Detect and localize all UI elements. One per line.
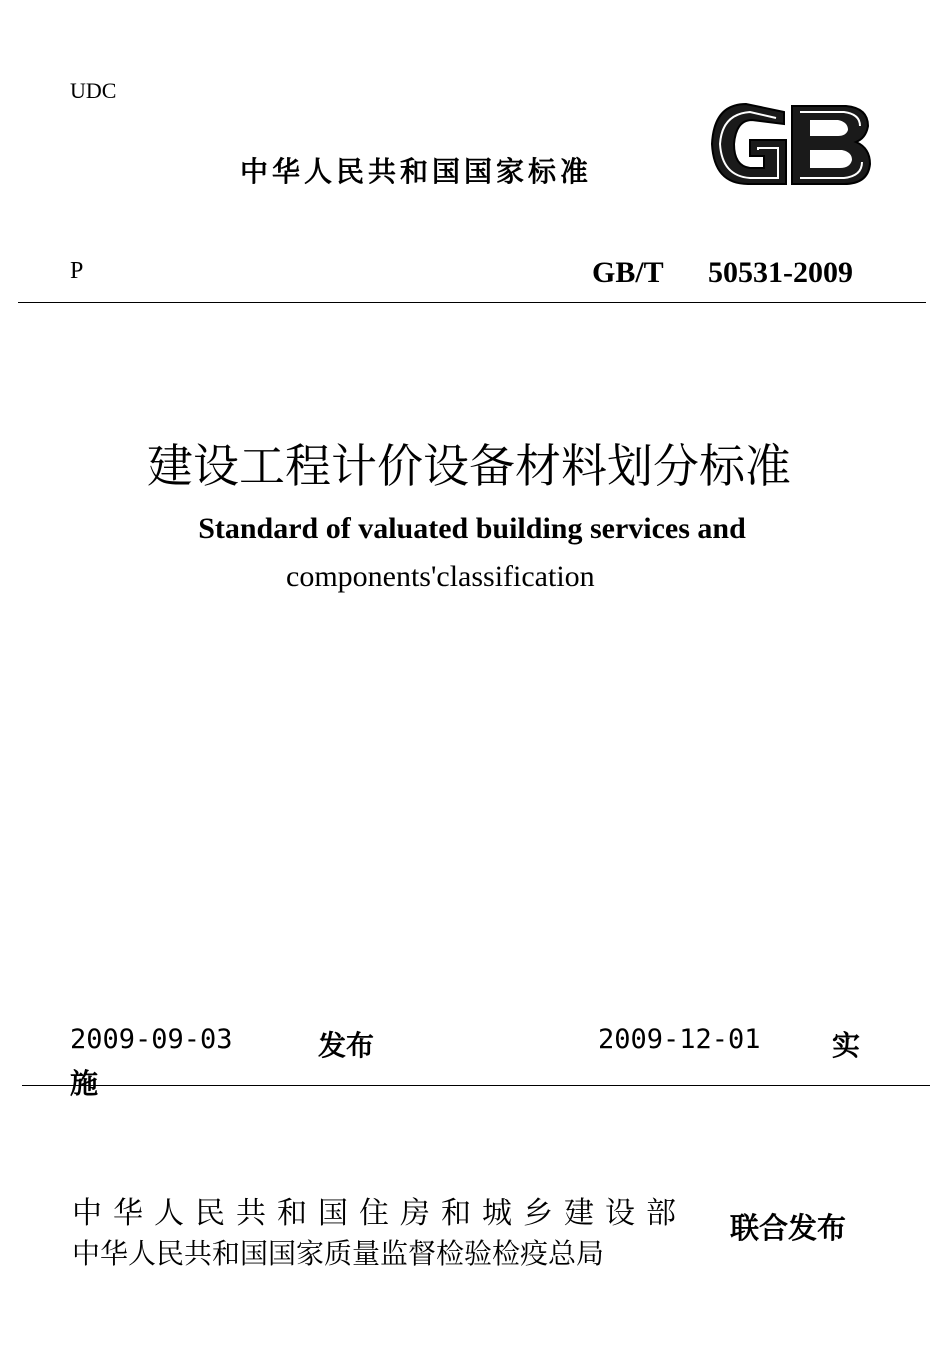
chinese-title: 建设工程计价设备材料划分标准 <box>147 439 791 493</box>
issue-date: 2009-09-03 <box>70 1024 233 1055</box>
national-standard-title: 中华人民共和国国家标准 <box>240 155 593 188</box>
udc-label: UDC <box>70 78 117 103</box>
standard-prefix: GB/T <box>592 256 664 289</box>
issuer-line2: 中华人民共和国国家质量监督检验检疫总局 <box>72 1237 605 1270</box>
classification-code: P <box>70 258 84 284</box>
implement-label-part1: 实 <box>832 1029 861 1062</box>
english-title-line2: components'classification <box>286 560 595 593</box>
english-title-line1: Standard of valuated building services and <box>198 512 746 545</box>
issue-label: 发布 <box>318 1029 375 1062</box>
standard-number: 50531-2009 <box>708 256 853 289</box>
implement-date: 2009-12-01 <box>598 1024 761 1055</box>
issuer-line1: 中华人民共和国住房和城乡建设部 <box>72 1196 687 1231</box>
implement-label-part2: 施 <box>70 1067 99 1100</box>
top-divider <box>18 302 926 303</box>
joint-issue-label: 联合发布 <box>730 1211 847 1245</box>
bottom-divider <box>22 1085 930 1086</box>
gb-logo-icon <box>706 98 874 190</box>
